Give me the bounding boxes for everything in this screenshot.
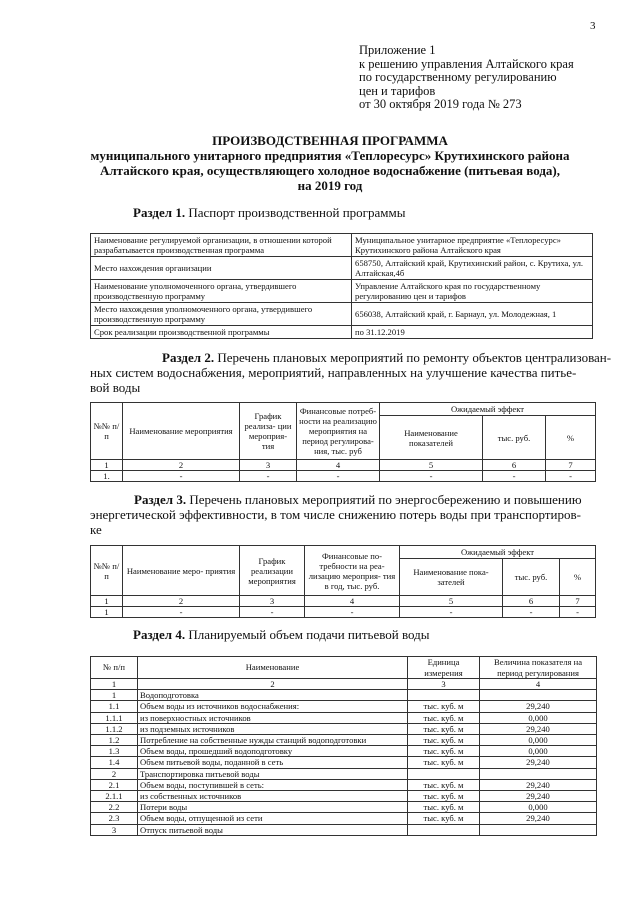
passport-table: [90, 233, 593, 339]
cell: -: [380, 471, 483, 482]
table-row: [91, 471, 596, 482]
row-name: Потребление на собственные нужды станций водоподготовки: [138, 735, 408, 746]
row-unit: тыс. куб. м: [408, 735, 480, 746]
table-row: [91, 701, 597, 712]
table-row: [91, 679, 597, 690]
row-unit: тыс. куб. м: [408, 712, 480, 723]
row-name: Объем воды, прошедший водоподготовку: [138, 746, 408, 757]
appendix-line-3: по государственному регулированию: [359, 70, 557, 85]
header-name: Наименование мероприятия: [123, 403, 240, 460]
col-number: 6: [503, 596, 560, 607]
table-row: [91, 257, 593, 280]
row-name: Потери воды: [138, 802, 408, 813]
row-number: 3: [91, 824, 138, 835]
title-line-4: на 2019 год: [297, 178, 363, 193]
cell: 1: [91, 607, 123, 618]
row-number: 2.2: [91, 802, 138, 813]
row-number: 1.4: [91, 757, 138, 768]
passport-key: Наименование уполномоченного органа, утвердившего производственную программу: [91, 280, 352, 303]
passport-value: Управление Алтайского края по государственному регулированию цен и тарифов: [352, 280, 593, 303]
document-title: [40, 133, 620, 193]
col-number: 7: [546, 460, 596, 471]
row-name: Объем воды, поступившей в сеть:: [138, 779, 408, 790]
col-number: 4: [297, 460, 380, 471]
col-number: 3: [408, 679, 480, 690]
col-number: 2: [123, 596, 240, 607]
header-num: №№ п/п: [91, 403, 123, 460]
table-row: [91, 791, 597, 802]
row-number: 1.1.1: [91, 712, 138, 723]
section-3-table: [90, 545, 596, 618]
section-3-text: [90, 492, 595, 537]
section-4-heading: [133, 627, 430, 643]
row-value: 0,000: [480, 712, 597, 723]
col-number: 4: [305, 596, 400, 607]
section-3-line-2: энергетической эффективности, в том числе снижению потерь воды при транспортиров-: [90, 507, 581, 522]
table-row: [91, 596, 596, 607]
table-header-row: [91, 546, 596, 559]
row-value: 29,240: [480, 757, 597, 768]
section-3-line-1: Перечень плановых мероприятий по энергосбережению и повышению: [189, 492, 582, 507]
col-number: 7: [560, 596, 596, 607]
col-number: 1: [91, 460, 123, 471]
row-number: 1.1.2: [91, 723, 138, 734]
cell: -: [305, 607, 400, 618]
table-row: [91, 813, 597, 824]
cell: -: [503, 607, 560, 618]
cell: -: [297, 471, 380, 482]
cell: -: [560, 607, 596, 618]
section-3-line-3: ке: [90, 522, 102, 537]
table-row: [91, 460, 596, 471]
section-3-label: Раздел 3.: [134, 492, 187, 507]
row-unit: [408, 824, 480, 835]
row-value: [480, 824, 597, 835]
title-line-2: муниципального унитарного предприятия «Теплоресурс» Крутихинского района: [90, 148, 570, 163]
cell: -: [123, 471, 240, 482]
passport-key: Наименование регулируемой организации, в отношении которой разрабатывается производственная программа: [91, 234, 352, 257]
row-number: 2.1: [91, 779, 138, 790]
header-num: №№ п/п: [91, 546, 123, 596]
header-schedule: График реализа- ции мероприя- тия: [240, 403, 297, 460]
table-header-row: [91, 657, 597, 679]
row-unit: тыс. куб. м: [408, 813, 480, 824]
header-indicator: Наименование показателей: [380, 416, 483, 460]
table-row: [91, 234, 593, 257]
section-2-text: [90, 350, 612, 395]
appendix-line-4: цен и тарифов: [359, 83, 436, 98]
appendix-line-5: от 30 октября 2019 года № 273: [359, 97, 522, 112]
header-unit: Единица измерения: [408, 657, 480, 679]
col-number: 3: [240, 596, 305, 607]
row-number: 1: [91, 690, 138, 701]
water-supply-table: [90, 656, 597, 836]
table-row: [91, 723, 597, 734]
cell: -: [240, 471, 297, 482]
header-rub: тыс. руб.: [483, 416, 546, 460]
section-2-line-3: вой воды: [90, 380, 141, 395]
title-line-1: ПРОИЗВОДСТВЕННАЯ ПРОГРАММА: [212, 133, 448, 148]
row-name: Объем питьевой воды, поданной в сеть: [138, 757, 408, 768]
col-number: 2: [138, 679, 408, 690]
appendix-line-1: Приложение 1: [359, 43, 436, 57]
section-2-line-2: ных систем водоснабжения, мероприятий, направленных на улучшение качества питье-: [90, 365, 577, 380]
row-number: 1.3: [91, 746, 138, 757]
table-row: [91, 280, 593, 303]
passport-key: Срок реализации производственной программы: [91, 326, 352, 339]
row-value: 0,000: [480, 746, 597, 757]
title-line-3: Алтайского края, осуществляющего холодное водоснабжение (питьевая вода),: [99, 163, 561, 178]
col-number: 1: [91, 596, 123, 607]
col-number: 2: [123, 460, 240, 471]
row-unit: тыс. куб. м: [408, 746, 480, 757]
col-number: 4: [480, 679, 597, 690]
header-finance: Финансовые потреб- ности на реализацию мероприятия на период регулирова- ния, тыс. руб: [297, 403, 380, 460]
table-row: [91, 768, 597, 779]
row-name: из подземных источников: [138, 723, 408, 734]
row-unit: тыс. куб. м: [408, 723, 480, 734]
table-row: [91, 326, 593, 339]
section-2-table: [90, 402, 596, 482]
col-number: 6: [483, 460, 546, 471]
row-value: 29,240: [480, 701, 597, 712]
header-pct: %: [546, 416, 596, 460]
row-unit: тыс. куб. м: [408, 701, 480, 712]
col-number: 5: [380, 460, 483, 471]
row-number: 2.1.1: [91, 791, 138, 802]
section-1-title: Паспорт производственной программы: [188, 205, 406, 220]
table-row: [91, 735, 597, 746]
table-row: [91, 690, 597, 701]
table-row: [91, 607, 596, 618]
section-2-line-1: Перечень плановых мероприятий по ремонту объектов централизован-: [217, 350, 612, 365]
header-value: Величина показателя на период регулирования: [480, 657, 597, 679]
cell: -: [483, 471, 546, 482]
cell: -: [546, 471, 596, 482]
page-number: 3: [590, 20, 596, 32]
table-row: [91, 779, 597, 790]
cell: 1.: [91, 471, 123, 482]
row-name: Водоподготовка: [138, 690, 408, 701]
table-row: [91, 802, 597, 813]
header-schedule: График реализации мероприятия: [240, 546, 305, 596]
col-number: 5: [400, 596, 503, 607]
row-name: Объем воды, отпущенной из сети: [138, 813, 408, 824]
row-value: 29,240: [480, 791, 597, 802]
row-value: [480, 690, 597, 701]
row-unit: тыс. куб. м: [408, 757, 480, 768]
section-4-title: Планируемый объем подачи питьевой воды: [188, 627, 430, 642]
col-number: 3: [240, 460, 297, 471]
row-number: 1.2: [91, 735, 138, 746]
row-name: Транспортировка питьевой воды: [138, 768, 408, 779]
section-2-label: Раздел 2.: [162, 350, 215, 365]
passport-value: 656038, Алтайский край, г. Барнаул, ул. Молодежная, 1: [352, 303, 593, 326]
header-effect: Ожидаемый эффект: [380, 403, 596, 416]
passport-key: Место нахождения организации: [91, 257, 352, 280]
table-row: [91, 746, 597, 757]
cell: -: [400, 607, 503, 618]
table-row: [91, 824, 597, 835]
row-name: из поверхностных источников: [138, 712, 408, 723]
row-name: из собственных источников: [138, 791, 408, 802]
table-row: [91, 303, 593, 326]
header-rub: тыс. руб.: [503, 559, 560, 596]
header-name: Наименование: [138, 657, 408, 679]
appendix-line-2: к решению управления Алтайского края: [359, 56, 574, 71]
header-finance: Финансовые по- требности на реа- лизацию мероприя- тия в год, тыс. руб.: [305, 546, 400, 596]
table-row: [91, 712, 597, 723]
row-value: [480, 768, 597, 779]
appendix-header: [359, 44, 574, 112]
row-unit: [408, 690, 480, 701]
header-name: Наименование меро- приятия: [123, 546, 240, 596]
row-value: 29,240: [480, 813, 597, 824]
row-value: 29,240: [480, 723, 597, 734]
col-number: 1: [91, 679, 138, 690]
row-name: Отпуск питьевой воды: [138, 824, 408, 835]
row-unit: тыс. куб. м: [408, 791, 480, 802]
section-4-label: Раздел 4.: [133, 627, 186, 642]
row-value: 0,000: [480, 802, 597, 813]
header-indicator: Наименование пока- зателей: [400, 559, 503, 596]
table-header-row: [91, 403, 596, 416]
header-num: № п/п: [91, 657, 138, 679]
row-unit: [408, 768, 480, 779]
row-value: 29,240: [480, 779, 597, 790]
row-value: 0,000: [480, 735, 597, 746]
table-row: [91, 757, 597, 768]
row-number: 2: [91, 768, 138, 779]
passport-value: Муниципальное унитарное предприятие «Теплоресурс» Крутихинского района Алтайского края: [352, 234, 593, 257]
row-unit: тыс. куб. м: [408, 779, 480, 790]
header-effect: Ожидаемый эффект: [400, 546, 596, 559]
cell: -: [123, 607, 240, 618]
section-1-heading: [133, 205, 405, 221]
row-unit: тыс. куб. м: [408, 802, 480, 813]
passport-value: 658750, Алтайский край, Крутихинский район, с. Крутиха, ул. Алтайская,4б: [352, 257, 593, 280]
header-pct: %: [560, 559, 596, 596]
row-number: 1.1: [91, 701, 138, 712]
cell: -: [240, 607, 305, 618]
row-number: 2.3: [91, 813, 138, 824]
row-name: Объем воды из источников водоснабжения:: [138, 701, 408, 712]
passport-key: Место нахождения уполномоченного органа, утвердившего производственную программу: [91, 303, 352, 326]
passport-value: по 31.12.2019: [352, 326, 593, 339]
section-1-label: Раздел 1.: [133, 205, 186, 220]
